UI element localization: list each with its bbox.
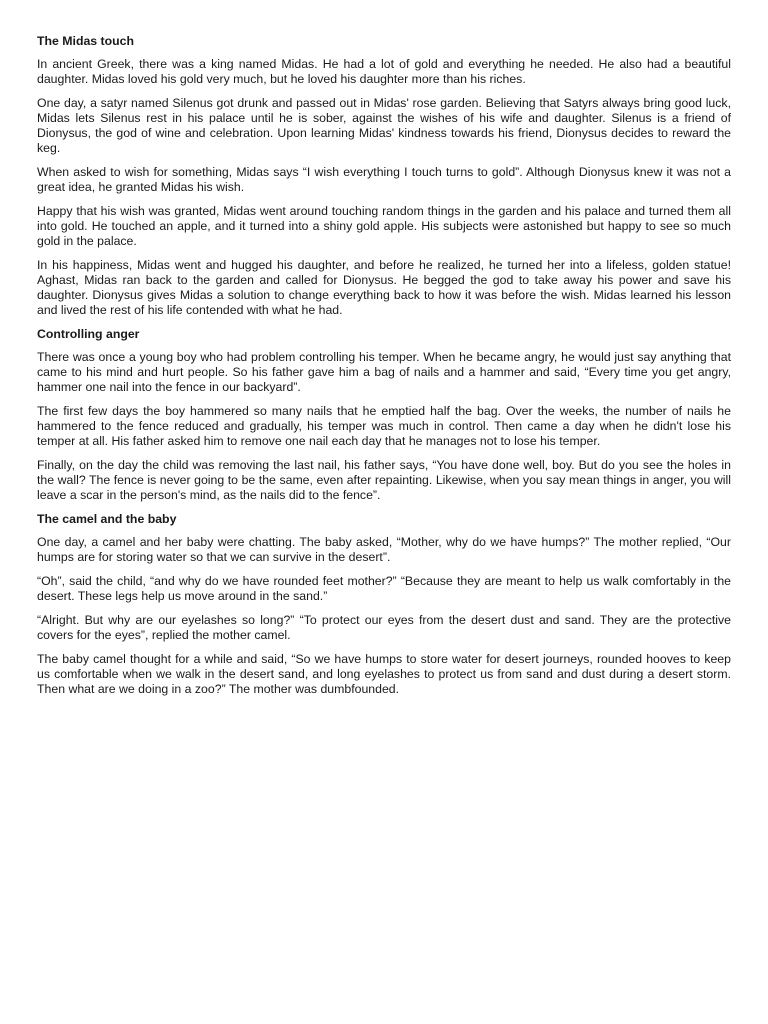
document-page (37, 34, 731, 706)
section-midas-touch (37, 34, 731, 318)
section-title: Controlling anger (37, 327, 140, 341)
paragraph: When asked to wish for something, Midas says “I wish everything I touch turns to gold”. Although Dionysus knew it was not a great idea, he granted Midas his wish. (37, 165, 731, 194)
paragraph: The baby camel thought for a while and said, “So we have humps to store water for desert journeys, rounded hooves to keep us comfortable when we walk in the desert sand, and long eyelashes to protect us from sand and dust during a desert storm. Then what are we doing in a zoo?” The mother was dumbfounded. (37, 652, 731, 696)
section-title: The camel and the baby (37, 512, 177, 526)
paragraph: One day, a camel and her baby were chatting. The baby asked, “Mother, why do we have humps?” The mother replied, “Our humps are for storing water so that we can survive in the desert”. (37, 535, 731, 564)
paragraph: “Alright. But why are our eyelashes so long?” “To protect our eyes from the desert dust and sand. They are the protective covers for the eyes”, replied the mother camel. (37, 613, 731, 642)
paragraph: One day, a satyr named Silenus got drunk and passed out in Midas' rose garden. Believing that Satyrs always bring good luck, Midas lets Silenus rest in his palace until he is sober, against the wishes of his wife and daughter. Silenus is a friend of Dionysus, the god of wine and celebration. Upon learning Midas' kindness towards his friend, Dionysus decides to reward the keg. (37, 96, 731, 155)
section-title: The Midas touch (37, 34, 135, 48)
section-camel-and-baby (37, 512, 731, 697)
paragraph: The first few days the boy hammered so many nails that he emptied half the bag. Over the weeks, the number of nails he hammered to the fence reduced and gradually, his temper was much in control. Then came a day when he didn't lose his temper at all. His father asked him to remove one nail each day that he manages not to lose his temper. (37, 404, 731, 448)
paragraph: “Oh”, said the child, “and why do we have rounded feet mother?” “Because they are meant to help us walk comfortably in the desert. These legs help us move around in the sand.” (37, 574, 731, 603)
paragraph: There was once a young boy who had problem controlling his temper. When he became angry, he would just say anything that came to his mind and hurt people. So his father gave him a bag of nails and a hammer and said, “Every time you get angry, hammer one nail into the fence in our backyard”. (37, 350, 731, 394)
section-controlling-anger (37, 327, 731, 503)
paragraph: Finally, on the day the child was removing the last nail, his father says, “You have done well, boy. But do you see the holes in the wall? The fence is never going to be the same, even after repainting. Likewise, when you say mean things in anger, you will leave a scar in the person's mind, as the nails did to the fence”. (37, 458, 731, 502)
paragraph: Happy that his wish was granted, Midas went around touching random things in the garden and his palace and turned them all into gold. He touched an apple, and it turned into a shiny gold apple. His subjects were astonished but happy to see so much gold in the palace. (37, 204, 731, 248)
paragraph: In his happiness, Midas went and hugged his daughter, and before he realized, he turned her into a lifeless, golden statue! Aghast, Midas ran back to the garden and called for Dionysus. He begged the god to take away his power and save his daughter. Dionysus gives Midas a solution to change everything back to how it was before the wish. Midas learned his lesson and lived the rest of his life contended with what he had. (37, 258, 731, 317)
paragraph: In ancient Greek, there was a king named Midas. He had a lot of gold and everything he needed. He also had a beautiful daughter. Midas loved his gold very much, but he loved his daughter more than his riches. (37, 57, 731, 86)
